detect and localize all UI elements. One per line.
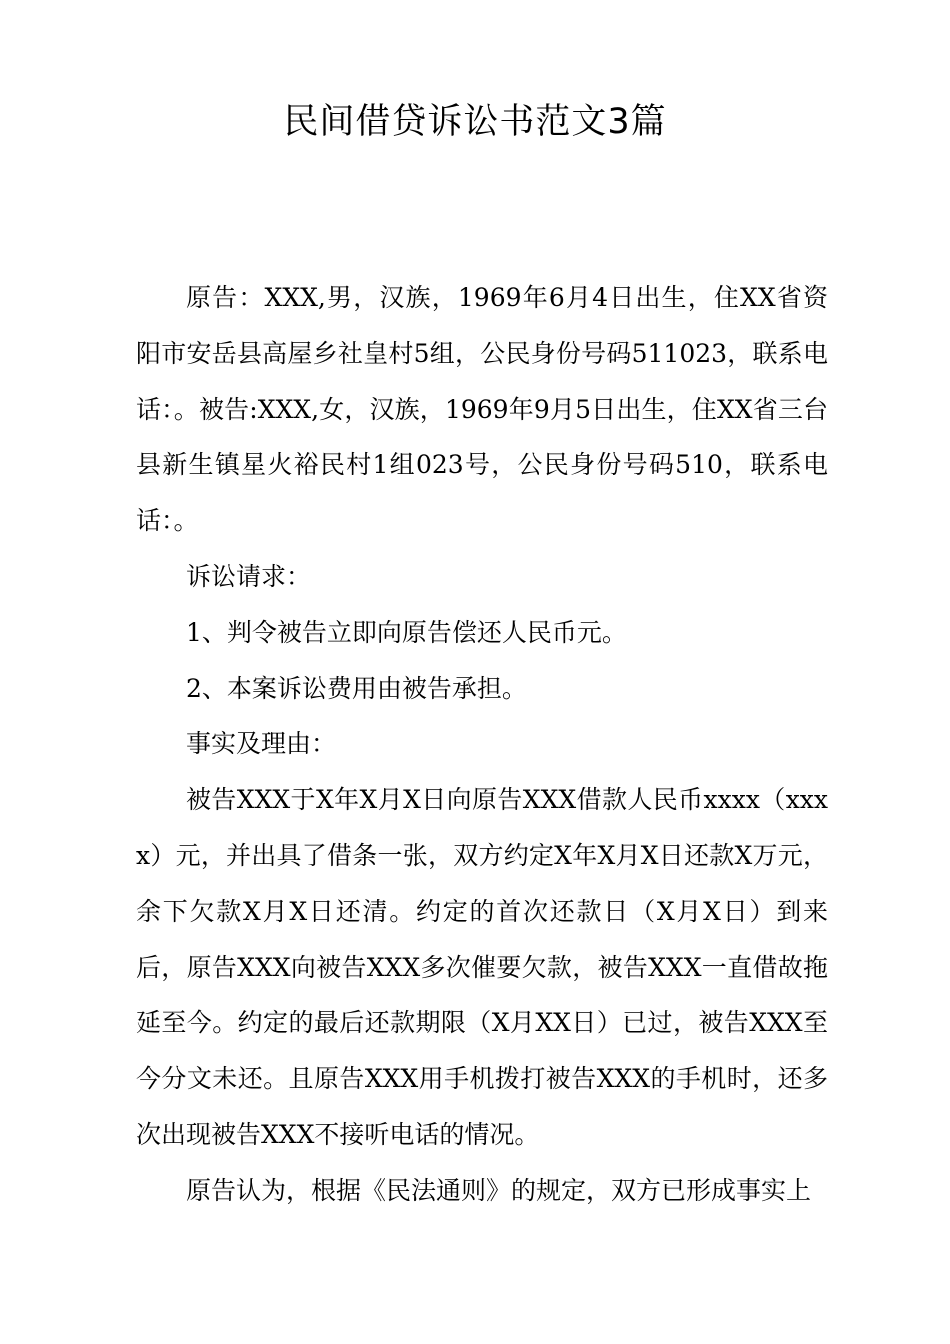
paragraph-facts: 被告XXX于X年X月X日向原告XXX借款人民币xxxx（xxxx）元，并出具了借条一张，双方约定X年X月X日还款X万元，余下欠款X月X日还清。约定的首次还款日（X月X日）到来后，原告XXX向被告XXX多次催要欠款，被告XXX一直借故拖延至今。约定的最后还款期限（X月XX日）已过，被告XXX至今分文未还。且原告XXX用手机拨打被告XXX的手机时，还多次出现被告XXX不接听电话的情况。 [136, 785, 828, 1149]
document-body [136, 270, 828, 1219]
paragraph-parties: 原告：XXX,男，汉族，1969年6月4日出生，住XX省资阳市安岳县高屋乡社皇村5组，公民身份号码511023，联系电话：。被告:XXX,女，汉族，1969年9月5日出生，住XX省三台县新生镇星火裕民村1组023号，公民身份号码510，联系电话：。 [136, 283, 828, 536]
paragraph-claims-heading: 诉讼请求： [186, 561, 312, 591]
paragraph-claim-1: 1、判令被告立即向原告偿还人民币元。 [186, 617, 627, 647]
paragraph-facts-heading: 事实及理由： [186, 729, 337, 759]
paragraph-claim-2: 2、本案诉讼费用由被告承担。 [186, 673, 527, 703]
document-title: 民间借贷诉讼书范文3篇 [283, 102, 667, 142]
paragraph-argument: 原告认为，根据《民法通则》的规定，双方已形成事实上 [186, 1175, 812, 1205]
